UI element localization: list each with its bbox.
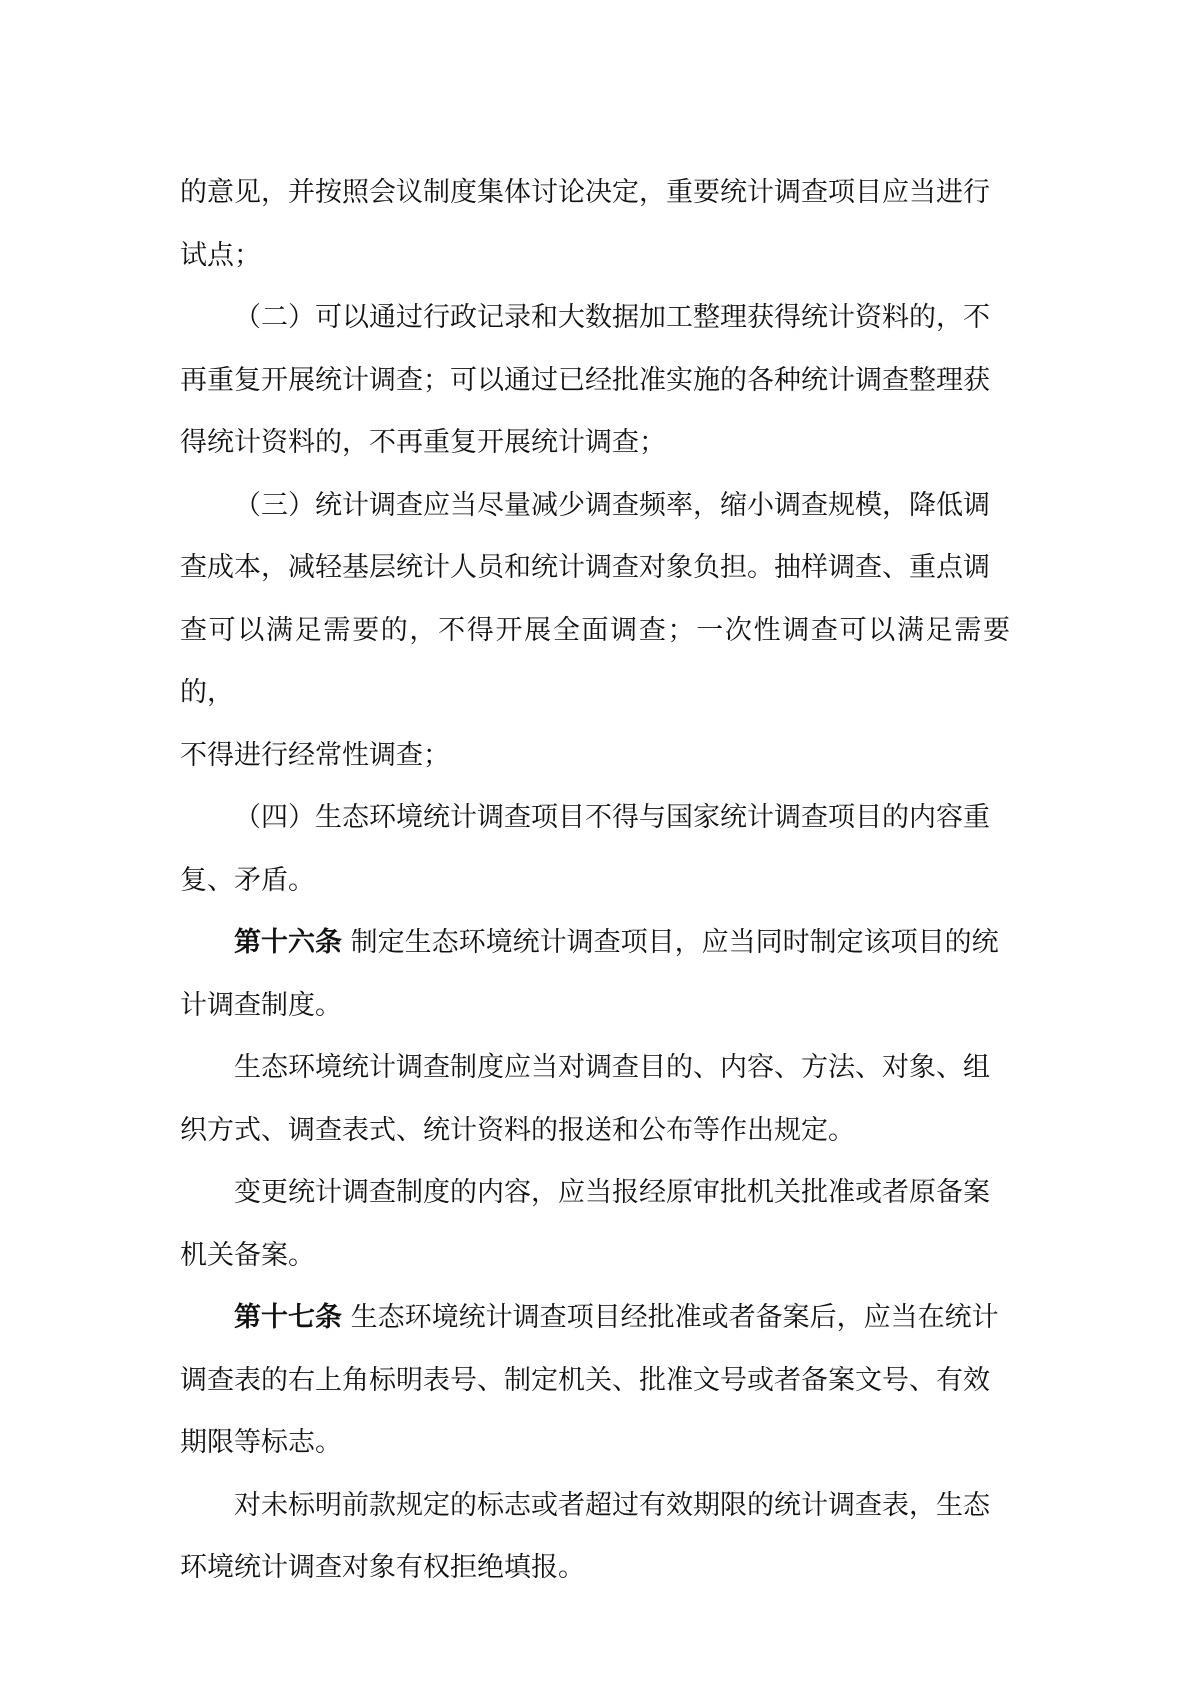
line: （三）统计调查应当尽量减少调查频率，缩小调查规模，降低调 (234, 489, 990, 521)
article-17 (180, 1287, 1010, 1475)
line: （二）可以通过行政记录和大数据加工整理获得统计资料的，不 (234, 302, 990, 333)
line: 环境统计调查对象有权拒绝填报。 (180, 1552, 585, 1583)
article-number: 第十六条 (234, 927, 342, 958)
line: 对未标明前款规定的标志或者超过有效期限的统计调查表，生态 (234, 1489, 990, 1521)
line: 制定生态环境统计调查项目，应当同时制定该项目的统 (342, 927, 999, 958)
line: 调查表的右上角标明表号、制定机关、批准文号或者备案文号、有效 (180, 1364, 990, 1396)
paragraph-item-3 (180, 475, 1010, 788)
line: 试点； (180, 239, 261, 271)
article-number: 第十七条 (234, 1302, 342, 1333)
line: 得统计资料的，不再重复开展统计调查； (180, 427, 666, 458)
line: 不得进行经常性调查； (180, 739, 450, 771)
paragraph-continuation (180, 162, 1010, 287)
paragraph-survey-system (180, 1037, 1010, 1162)
line: 生态环境统计调查项目经批准或者备案后，应当在统计 (342, 1302, 999, 1333)
line: 机关备案。 (180, 1239, 315, 1271)
paragraph-refusal-right (180, 1475, 1010, 1600)
line: 再重复开展统计调查；可以通过已经批准实施的各种统计调查整理获 (180, 364, 990, 396)
line: 复、矛盾。 (180, 864, 315, 896)
line: 查成本，减轻基层统计人员和统计调查对象负担。抽样调查、重点调 (180, 552, 990, 583)
line: 查可以满足需要的，不得开展全面调查；一次性调查可以满足需要的， (180, 614, 1010, 708)
line: 变更统计调查制度的内容，应当报经原审批机关批准或者原备案 (234, 1177, 990, 1208)
line: 的意见，并按照会议制度集体讨论决定，重要统计调查项目应当进行 (180, 177, 990, 208)
line: （四）生态环境统计调查项目不得与国家统计调查项目的内容重 (234, 802, 990, 833)
line: 期限等标志。 (180, 1427, 342, 1458)
line: 生态环境统计调查制度应当对调查目的、内容、方法、对象、组 (234, 1052, 990, 1083)
paragraph-item-2 (180, 287, 1010, 475)
paragraph-change-system (180, 1162, 1010, 1287)
document-page (180, 162, 1010, 1600)
line: 计调查制度。 (180, 989, 342, 1021)
paragraph-item-4 (180, 787, 1010, 912)
article-16 (180, 912, 1010, 1037)
line: 织方式、调查表式、统计资料的报送和公布等作出规定。 (180, 1114, 855, 1146)
